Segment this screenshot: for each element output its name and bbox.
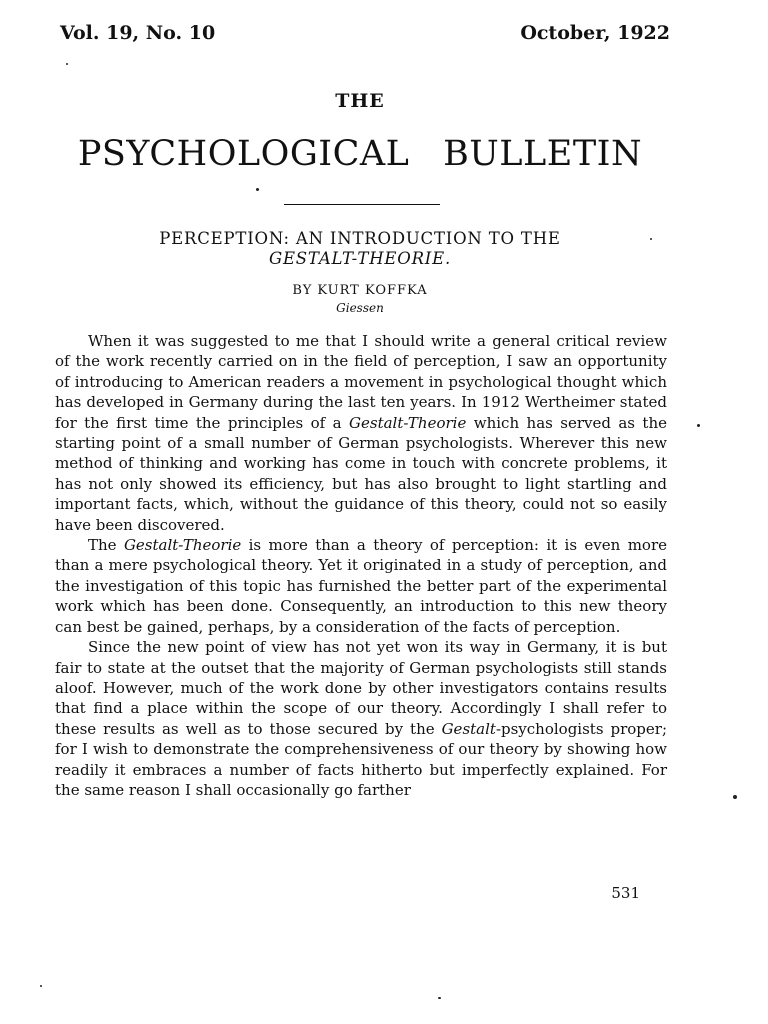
article-body	[55, 331, 667, 800]
title-divider	[284, 204, 440, 205]
paragraph-3-text-b: -psychologists proper; for I wish to demonstrate the comprehensiveness of our theory by showing how readily it embraces a number of facts hitherto but imperfectly explained. For the same reason I shall occasionally go farther	[55, 719, 667, 799]
article-title	[0, 229, 720, 269]
paragraph-2-emphasis: Gestalt-Theorie	[123, 536, 242, 555]
journal-title-part2: BULLETIN	[443, 134, 643, 174]
paragraph-1-emphasis: Gestalt-Theorie	[349, 413, 467, 432]
scan-speck	[256, 188, 259, 191]
paragraph-1-text-a: When it was suggested to me that I should write a general critical review of the work recently carried on in the field of perception, I saw an opportunity of introducing to American readers a movement in psychological thought which has developed in Germany during the last ten years. In 1912 Wertheimer stated for the first time the principles of a	[55, 332, 667, 432]
journal-title-part1: PSYCHOLOGICAL	[77, 134, 410, 174]
paragraph-1-text-b: which has served as the starting point of a small number of German psychologists. Wherever this new method of thinking and working has come in touch with concrete problems, it has not only showed its efficiency, but has also brought to light startling and important facts, which, without the guidance of this theory, could not so easily have been discovered.	[55, 413, 667, 534]
paragraph-3-text-a: Since the new point of view has not yet won its way in Germany, it is but fair to state at the outset that the majority of German psychologists still stands aloof. However, much of the work done by other investigators contains results that find a place within the scope of our theory. Accordingly I shall refer to these results as well as to those secured by the	[55, 638, 667, 738]
running-header	[60, 22, 670, 52]
volume-number: Vol. 19, No. 10	[60, 22, 216, 44]
scan-speck	[66, 63, 68, 65]
article-title-line2: GESTALT-THEORIE.	[268, 249, 452, 268]
issue-date: October, 1922	[520, 22, 670, 44]
journal-title	[0, 134, 720, 174]
scan-speck	[438, 997, 441, 999]
paragraph-3-emphasis: Gestalt	[441, 719, 496, 738]
paragraph-2-text-b: is more than a theory of perception: it is even more than a mere psychological theory. Yet it originated in a study of perception, and the investigation of this topic has furnished the better part of the experimental work which has been done. Consequently, an introduction to this new theory can best be gained, perhaps, by a consideration of the facts of perception.	[55, 536, 667, 636]
masthead-the: THE	[335, 90, 385, 112]
page-number: 531	[611, 884, 640, 902]
paragraph-2	[55, 535, 667, 637]
author-byline: BY KURT KOFFKA	[292, 283, 428, 298]
paragraph-1	[55, 331, 667, 535]
scan-speck	[650, 238, 652, 240]
author-affiliation: Giessen	[336, 301, 384, 315]
article-title-line1: PERCEPTION: AN INTRODUCTION TO THE	[159, 229, 561, 248]
scan-speck	[40, 985, 42, 987]
paragraph-2-text-a: The	[88, 536, 124, 555]
scan-speck	[697, 424, 700, 427]
scan-speck	[733, 795, 737, 799]
paragraph-3	[55, 637, 667, 800]
